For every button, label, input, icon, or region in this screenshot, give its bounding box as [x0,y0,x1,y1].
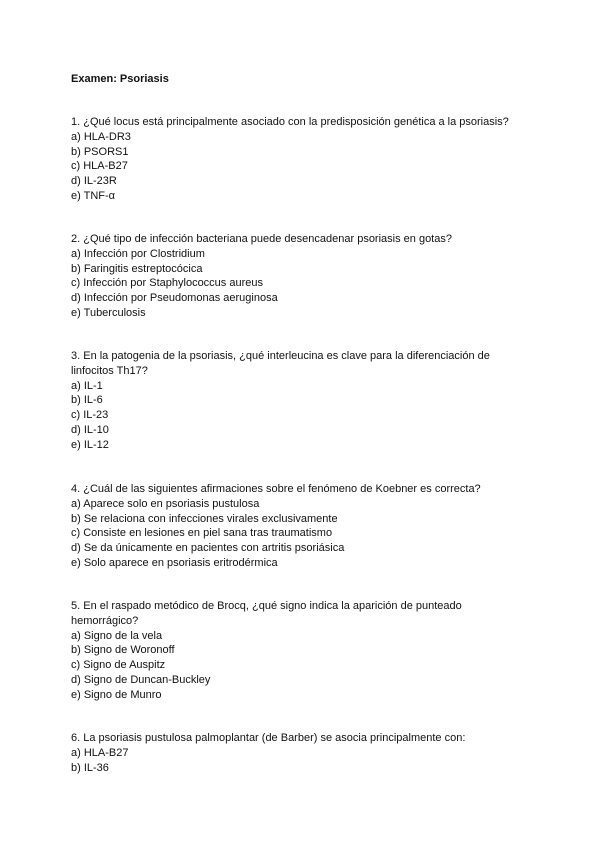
question-text: 6. La psoriasis pustulosa palmoplantar (de Barber) se asocia principalmente con: [71,732,466,744]
question-text: 1. ¿Qué locus está principalmente asociado con la predisposición genética a la psoriasis? [71,116,509,128]
answer-option-b: b) PSORS1 [71,145,129,158]
answer-option-e: e) TNF-α [71,189,116,202]
answer-option-c: c) IL-23 [71,409,109,421]
answer-option-d: d) Infección por Pseudomonas aeruginosa [71,292,278,304]
answer-option-b: b) IL-36 [71,761,109,774]
answer-option-c: c) Consiste en lesiones en piel sana tras traumatismo [71,527,333,540]
answer-option-a: a) HLA-DR3 [71,130,131,143]
page-title: Examen: Psoriasis [71,73,169,85]
answer-option-c: c) HLA-B27 [71,160,128,173]
answer-option-d: d) Se da únicamente en pacientes con artritis psoriásica [71,542,345,554]
answer-option-b: b) Signo de Woronoff [71,644,175,657]
question-text: 4. ¿Cuál de las siguientes afirmaciones sobre el fenómeno de Koebner es correcta? [71,483,481,495]
question-3 [71,349,531,452]
answer-option-b: b) Faringitis estreptocócica [71,262,203,275]
question-4 [71,482,531,571]
question-text: 5. En el raspado metódico de Brocq, ¿qué signo indica la aparición de punteado hemorrágico? [71,600,462,627]
answer-option-b: b) IL-6 [71,394,103,407]
answer-option-d: d) Signo de Duncan-Buckley [71,673,211,686]
question-2 [71,232,531,321]
question-text: 2. ¿Qué tipo de infección bacteriana puede desencadenar psoriasis en gotas? [71,233,452,245]
question-6 [71,731,531,775]
answer-option-d: d) IL-23R [71,175,117,187]
answer-option-c: c) Signo de Auspitz [71,659,166,671]
answer-option-e: e) IL-12 [71,438,109,451]
answer-option-d: d) IL-10 [71,423,109,436]
answer-option-a: a) HLA-B27 [71,746,129,759]
answer-option-e: e) Signo de Munro [71,688,162,701]
answer-option-a: a) Signo de la vela [71,629,163,642]
answer-option-b: b) Se relaciona con infecciones virales exclusivamente [71,512,338,525]
answer-option-c: c) Infección por Staphylococcus aureus [71,277,263,290]
question-5 [71,599,531,702]
question-1 [71,115,531,204]
answer-option-e: e) Solo aparece en psoriasis eritrodérmica [71,556,278,569]
answer-option-a: a) IL-1 [71,379,103,392]
question-text: 3. En la patogenia de la psoriasis, ¿qué interleucina es clave para la diferenciación de linfocitos Th17? [71,350,490,377]
answer-option-e: e) Tuberculosis [71,306,146,319]
answer-option-a: a) Aparece solo en psoriasis pustulosa [71,497,260,510]
answer-option-a: a) Infección por Clostridium [71,247,205,260]
